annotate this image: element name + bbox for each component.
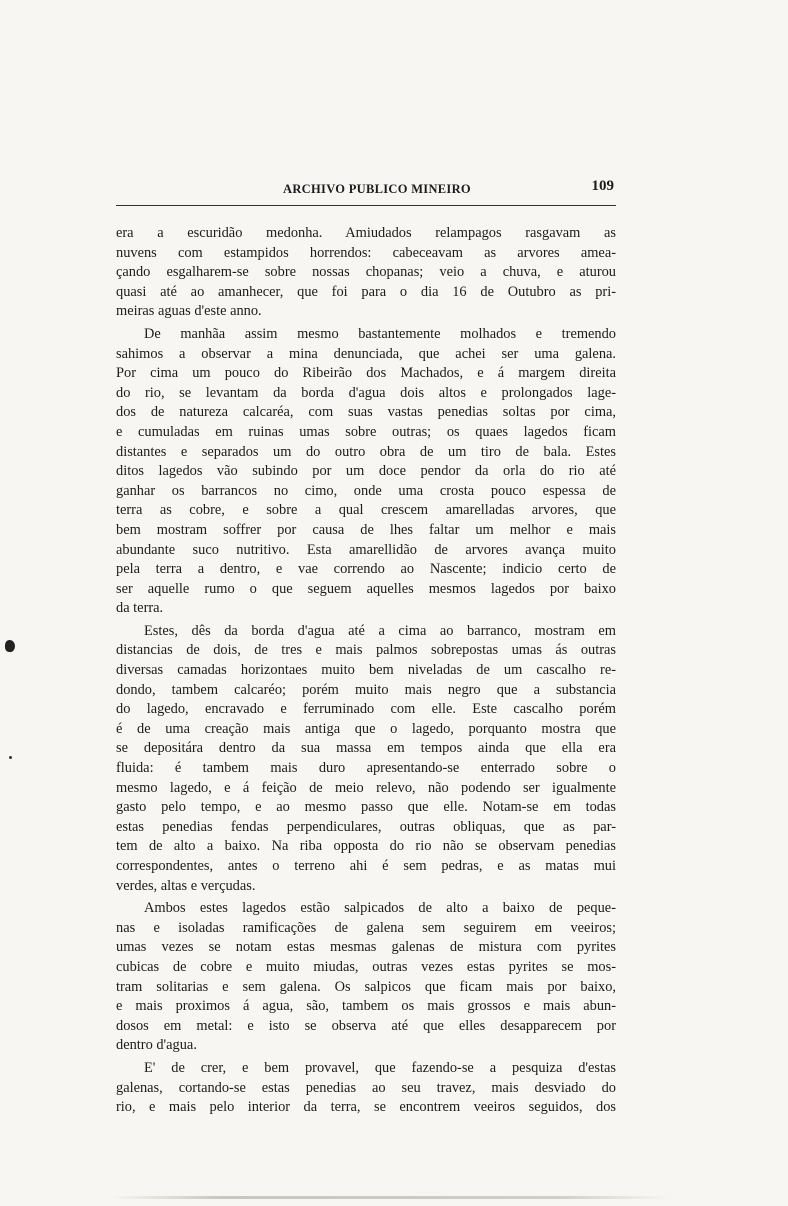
text-line: çando esgalharem-se sobre nossas chopanas; veio a chuva, e aturou (116, 264, 616, 281)
text-line: ditos lagedos vão subindo por um doce pendor da orla do rio até (116, 463, 616, 480)
text-line: estas penedias fendas perpendiculares, outras obliquas, que as par- (116, 818, 616, 835)
text-line: E' de crer, e bem provavel, que fazendo-se a pesquiza d'estas (144, 1059, 616, 1076)
paragraph (116, 224, 616, 322)
text-line: rio, e mais pelo interior da terra, se encontrem veeiros seguidos, dos (116, 1099, 616, 1116)
text-line: galenas, cortando-se estas penedias ao seu travez, mais desviado do (116, 1079, 616, 1096)
text-line: pela terra a dentro, e vae correndo ao Nascente; indicio certo de (116, 561, 616, 578)
text-line: fluida: é tambem mais duro apresentando-se enterrado sobre o (116, 760, 616, 777)
paragraph (116, 1059, 616, 1118)
page-header (116, 178, 616, 204)
text-line: quasi até ao amanhecer, que foi para o dia 16 de Outubro as pri- (116, 283, 616, 300)
text-line: dosos em metal: e isto se observa até que elles desapparecem por (116, 1017, 616, 1034)
text-line: ganhar os barrancos no cimo, onde uma crosta pouco espessa de (116, 482, 616, 499)
bottom-smudge (110, 1196, 670, 1199)
text-line: distancias de dois, de tres e mais palmos sobrepostas umas ás outras (116, 642, 616, 659)
text-line: De manhãa assim mesmo bastantemente molhados e tremendo (144, 325, 616, 342)
text-line: e mais proximos á agua, são, tambem os mais grossos e mais abun- (116, 998, 616, 1015)
text-line: e cumuladas em ruinas umas sobre outras; os quaes lagedos ficam (116, 423, 616, 440)
text-line: da terra. (116, 600, 164, 617)
text-line: distantes e separados um do outro obra de um tiro de bala. Estes (116, 443, 616, 460)
text-line: é de uma creação mais antiga que o lagedo, porquanto mostra que (116, 720, 616, 737)
text-line: gasto pelo tempo, e ao mesmo passo que elle. Notam-se em todas (116, 799, 616, 816)
text-line: do lagedo, encravado e ferruminado com elle. Este cascalho porém (116, 701, 616, 718)
text-line: correspondentes, antes o terreno ahi é sem pedras, e as matas mui (116, 858, 616, 874)
text-line: meiras aguas d'este anno. (116, 303, 262, 320)
text-line: ser aquelle rumo o que seguem aquelles mesmos lagedos por baixo (116, 580, 616, 597)
page-number: 109 (591, 178, 614, 194)
text-line: umas vezes se notam estas mesmas galenas de mistura com pyrites (116, 939, 616, 956)
text-line: dondo, tambem calcaréo; porém muito mais negro que a substancia (116, 681, 616, 698)
text-line: abundante suco nutritivo. Esta amarellidão de arvores avança muito (116, 541, 616, 558)
text-line: tem de alto a baixo. Na riba opposta do rio não se observam penedias (116, 838, 616, 855)
text-line: diversas camadas horizontaes muito bem niveladas de um cascalho re- (116, 662, 616, 679)
text-line: nuvens com estampidos horrendos: cabeceavam as arvores amea- (116, 244, 616, 261)
paragraph (116, 325, 616, 619)
text-line: terra as cobre, e sobre a qual crescem amarelladas arvores, que (116, 502, 616, 519)
ink-blot (5, 640, 15, 652)
text-line: nas e isoladas ramificações de galena sem seguirem em veeiros; (116, 919, 616, 936)
ink-speck (9, 756, 12, 759)
text-line: dos de natureza calcaréa, com suas vastas penedias soltas por cima, (116, 404, 616, 421)
text-line: Por cima um pouco do Ribeirão dos Machados, e á margem direita (116, 365, 616, 382)
text-line: se depositára dentro da sua massa em tempos ainda que ella era (116, 740, 616, 757)
text-line: sahimos a observar a mina denunciada, que achei ser uma galena. (116, 345, 616, 362)
text-line: bem mostram soffrer por causa de lhes faltar um melhor e mais (116, 521, 616, 538)
text-line: Ambos estes lagedos estão salpicados de alto a baixo de peque- (144, 900, 616, 917)
text-line: Estes, dês da borda d'agua até a cima ao barranco, mostram em (144, 622, 616, 639)
text-line: verdes, altas e verçudas. (116, 877, 256, 894)
text-line: cubicas de cobre e muito miudas, outras vezes estas pyrites se mos- (116, 958, 616, 975)
text-line: era a escuridão medonha. Amiudados relampagos rasgavam as (116, 225, 616, 241)
body-text (116, 224, 616, 1118)
paragraph (116, 899, 616, 1056)
running-title: ARCHIVO PUBLICO MINEIRO (283, 182, 471, 196)
text-line: do rio, se levantam da borda d'agua dois altos e prolongados lage- (116, 384, 616, 401)
header-rule (116, 205, 616, 206)
text-line: mesmo lagedo, e á feição de meio relevo, não podendo ser igualmente (116, 779, 616, 796)
text-line: dentro d'agua. (116, 1037, 197, 1054)
text-line: tram solitarias e sem galena. Os salpicos que ficam mais por baixo, (116, 978, 616, 995)
paragraph (116, 622, 616, 896)
